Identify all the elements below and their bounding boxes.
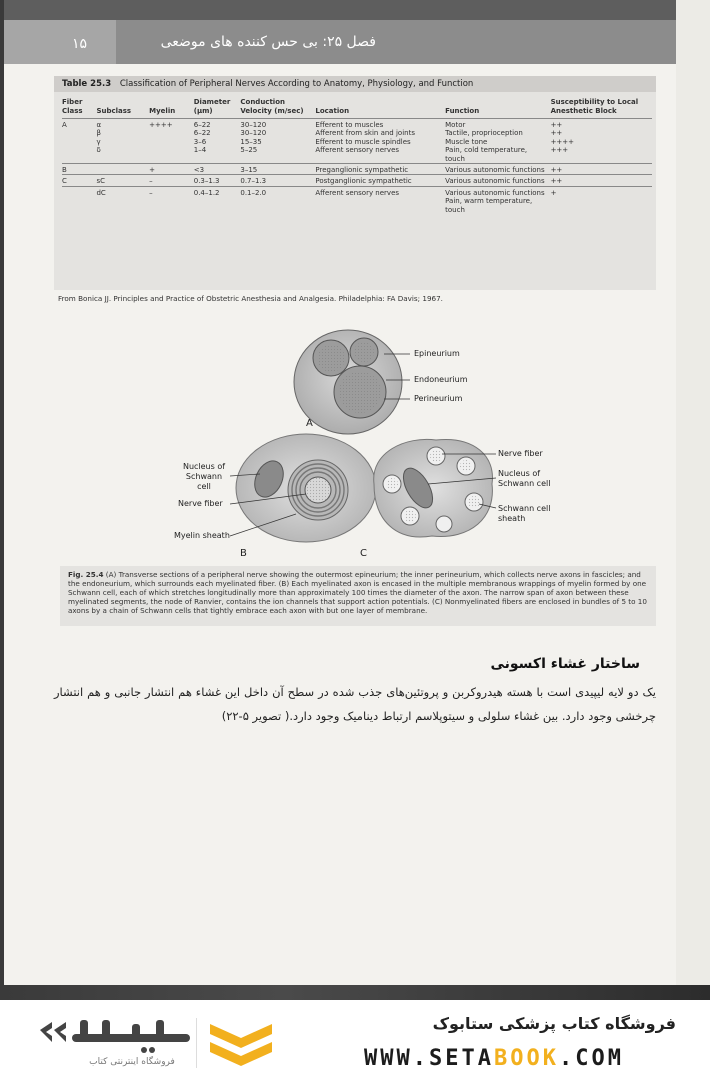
- table-cell-susceptibility: ++: [551, 164, 652, 175]
- table-row: [62, 129, 652, 137]
- label-c: C: [360, 548, 367, 559]
- table-cell-velocity: 5–25: [240, 146, 258, 155]
- next-page-edge: [672, 0, 710, 985]
- table-cell-fiber-class: [62, 186, 96, 214]
- table-cell-susceptibility: ++: [550, 129, 563, 138]
- table-caption: [54, 76, 656, 92]
- table-row: [62, 119, 652, 130]
- table-cell-location: Postganglionic sympathetic: [315, 175, 445, 186]
- label-nerve-fiber-b: Nerve fiber: [178, 499, 223, 508]
- table-cell-myelin: ++++: [149, 119, 194, 130]
- table-cell-subclass: dC: [96, 186, 149, 214]
- table-row: [62, 146, 652, 163]
- table-row: [62, 164, 652, 175]
- table-cell-fiber-class: B: [62, 164, 96, 175]
- table-cell-myelin: +: [149, 164, 194, 175]
- myelinated-fiber-b: [230, 434, 376, 542]
- table-cell-susceptibility: +: [551, 186, 652, 214]
- table-cell-myelin: [149, 146, 194, 163]
- nerve-classification-table: [54, 76, 656, 290]
- table-cell-fiber-class: C: [62, 175, 96, 186]
- table-cell-location: Afferent sensory nerves: [315, 146, 400, 155]
- caption-label: Fig. 25.4: [68, 570, 104, 579]
- table-body: [62, 119, 652, 215]
- logo-wordmark: ستابوک: [106, 1046, 110, 1047]
- col-header: Myelin: [149, 98, 194, 119]
- table-cell-subclass: α: [96, 119, 149, 130]
- label-nerve-fiber-c: Nerve fiber: [498, 449, 543, 458]
- store-name: فروشگاه کتاب پزشکی ستابوک: [432, 1014, 676, 1033]
- table-cell-diameter: <3: [194, 164, 241, 175]
- table-cell-diameter: 6–22: [194, 119, 241, 130]
- label-endoneurium: Endoneurium: [414, 375, 468, 384]
- table-cell-fiber-class: [62, 129, 96, 137]
- label-nucleus-c: Nucleus of Schwann cell: [498, 469, 551, 488]
- table-cell-location: Afferent sensory nerves: [315, 186, 445, 214]
- table-cell-velocity: 0.7–1.3: [240, 175, 315, 186]
- col-header: Subclass: [96, 98, 149, 119]
- nerve-diagram: [174, 324, 594, 564]
- section-body: یک دو لایه لیپیدی است با هسته هیدروکربن و پروتئین‌های جذب شده در سطح آن داخل این غشاء هم انتشار جانبی و هم انتشار چرخشی وجود دارد. بین غشاء سلولی و سیتوپلاسم ارتباط دینامیک وجود دارد.( تصویر ۵-۲۲): [54, 685, 656, 723]
- table-cell-function: Tactile, proprioception: [445, 129, 523, 138]
- label-perineurium: Perineurium: [414, 394, 463, 403]
- table-cell-fiber-class: [62, 146, 96, 163]
- fibers-table: [62, 98, 652, 214]
- chapter-title: فصل ۲۵: بی حس کننده های موضعی: [160, 34, 376, 50]
- table-cell-subclass: β: [96, 129, 101, 138]
- label-b: B: [240, 548, 247, 559]
- table-title: Classification of Peripheral Nerves According to Anatomy, Physiology, and Function: [119, 79, 474, 89]
- setabook-logo: [36, 1016, 196, 1068]
- table-cell-subclass: δ: [96, 146, 101, 155]
- table-row: [62, 138, 652, 146]
- col-header: Susceptibility to Local Anesthetic Block: [551, 98, 652, 119]
- table-header-row: [62, 98, 652, 119]
- col-header: Function: [445, 98, 550, 119]
- table-cell-myelin: –: [149, 186, 194, 214]
- table-cell-function: Various autonomic functions: [445, 164, 550, 175]
- table-cell-location: Efferent to muscles: [315, 119, 445, 130]
- book-page: [4, 0, 676, 985]
- page-header: [4, 0, 676, 64]
- table-cell-velocity: 30–120: [240, 119, 315, 130]
- table-cell-function: Muscle tone: [445, 137, 488, 146]
- col-header: Fiber Class: [62, 98, 96, 119]
- table-cell-velocity: 0.1–2.0: [240, 186, 315, 214]
- table-cell-susceptibility: ++++: [550, 137, 575, 146]
- table-cell-function: Pain, cold temperature, touch: [445, 146, 528, 163]
- table-cell-diameter: 0.4–1.2: [194, 186, 241, 214]
- col-header: Conduction Velocity (m/sec): [240, 98, 315, 119]
- table-cell-subclass: [96, 164, 149, 175]
- figure-caption: [60, 566, 656, 626]
- logo-tagline: فروشگاه اینترنتی کتاب: [89, 1057, 175, 1067]
- table-cell-diameter: 0.3–1.3: [194, 175, 241, 186]
- table-cell-susceptibility: +++: [550, 146, 569, 155]
- table-cell-myelin: –: [149, 175, 194, 186]
- table-label: Table 25.3: [62, 79, 112, 89]
- table-cell-diameter: 3–6: [193, 137, 207, 146]
- table-cell-subclass: sC: [96, 175, 149, 186]
- table-cell-myelin: [149, 129, 194, 137]
- table-cell-location: Afferent from skin and joints: [315, 129, 415, 138]
- section-heading: ساختار غشاء اکسونی: [490, 656, 640, 672]
- store-url[interactable]: WWW.SETABOOK.COM: [364, 1046, 624, 1071]
- caption-text: (A) Transverse sections of a peripheral nerve showing the outermost epineurium; the inner perineurium, which collects nerve axons in fascicles; and the endoneurium, which surrounds each myelinated fiber. (B) Each myelinated axon is encased in the multiple membranous wrappings of myelin formed by one Schwann cell, each of which stretches longitudinally more than approximately 100 times the diameter of the axon. The narrow span of axon between these myelinated segments, the node of Ranvier, contains the ion channels that support action potentials. (C) Nonmyelinated fibers are enclosed in bundles of 5 to 10 axons by a chain of Schwann cells that tightly embrace each axon with but one layer of membrane.: [68, 570, 647, 615]
- table-cell-diameter: 6–22: [193, 129, 211, 138]
- table-cell-susceptibility: ++: [551, 175, 652, 186]
- table-cell-location: Efferent to muscle spindles: [315, 137, 411, 146]
- table-cell-fiber-class: A: [62, 119, 96, 130]
- table-cell-velocity: 30–120: [240, 129, 267, 138]
- nerve-figure: [174, 324, 594, 564]
- label-nucleus-b: Nucleus of Schwann cell: [182, 462, 226, 491]
- table-cell-susceptibility: ++: [551, 119, 652, 130]
- label-epineurium: Epineurium: [414, 349, 460, 358]
- table-cell-function: Motor: [445, 119, 550, 130]
- table-row: [62, 186, 652, 214]
- label-schwann-sheath: Schwann cell sheath: [498, 504, 551, 523]
- logo-divider: [196, 1018, 197, 1068]
- table-cell-location: Preganglionic sympathetic: [315, 164, 445, 175]
- nonmyelinated-fibers-c: [374, 439, 496, 537]
- table-cell-velocity: 15–35: [240, 137, 262, 146]
- table-cell-function: Various autonomic functions: [445, 175, 550, 186]
- col-header: Location: [315, 98, 445, 119]
- chevron-logo-icon: [208, 1020, 274, 1070]
- label-a: A: [306, 418, 313, 429]
- page-number: ۱۵: [72, 36, 88, 52]
- table-cell-velocity: 3–15: [240, 164, 315, 175]
- table-cell-subclass: γ: [96, 137, 101, 146]
- table-row: [62, 175, 652, 186]
- table-cell-myelin: [149, 138, 194, 146]
- table-cell-fiber-class: [62, 138, 96, 146]
- table-source: From Bonica JJ. Principles and Practice of Obstetric Anesthesia and Analgesia. Philadelphia: FA Davis; 1967.: [58, 294, 443, 303]
- table-cell-diameter: 1–4: [193, 146, 207, 155]
- col-header: Diameter (μm): [194, 98, 241, 119]
- label-myelin-sheath: Myelin sheath: [174, 531, 230, 540]
- table-cell-function: Various autonomic functions Pain, warm temperature, touch: [445, 186, 550, 214]
